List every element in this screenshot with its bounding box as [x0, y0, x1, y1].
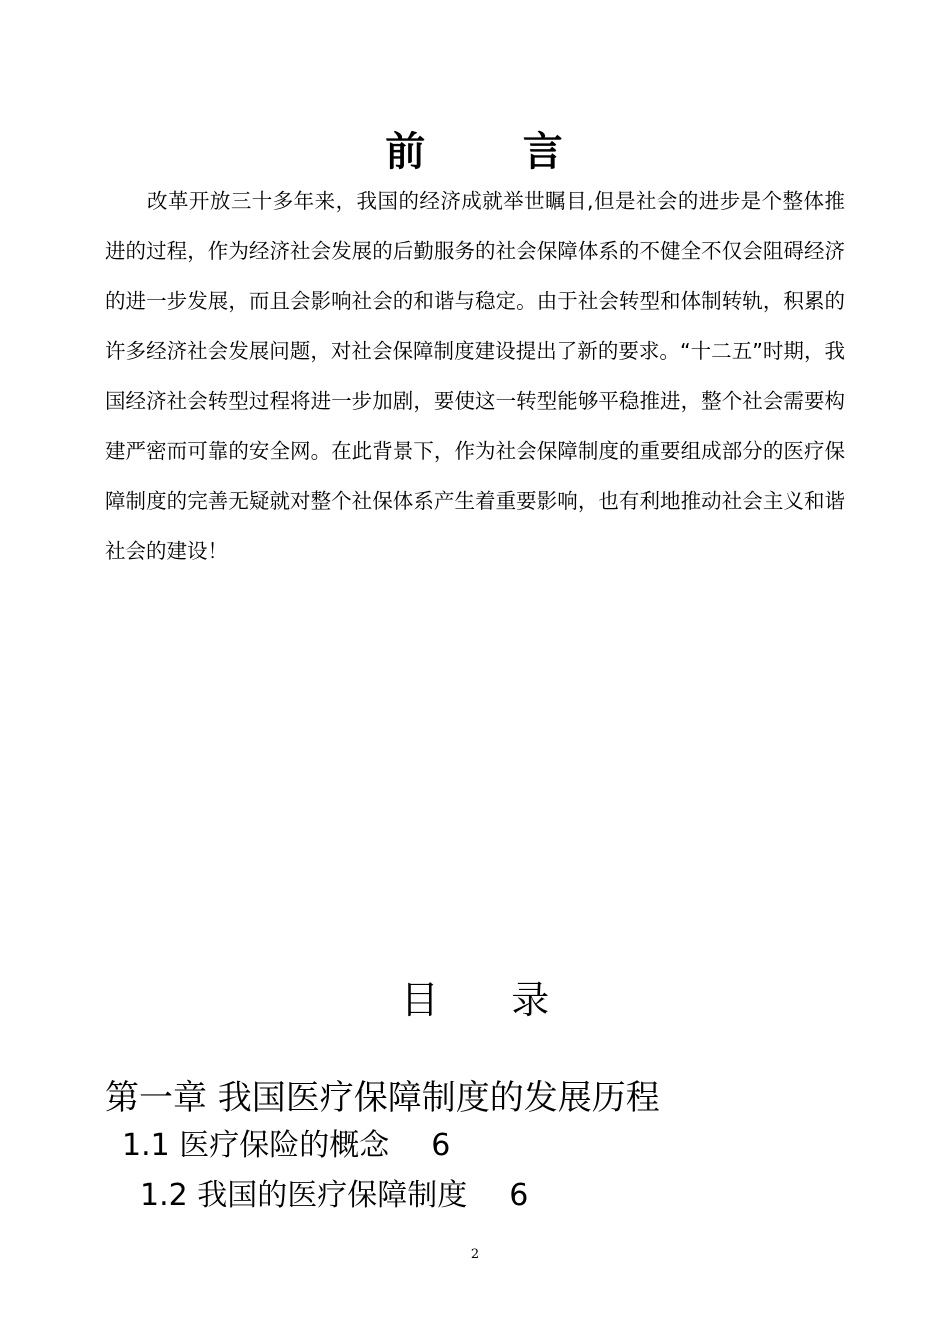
- toc-title: 目 录: [400, 978, 550, 1022]
- toc-entry-label: 1.1 医疗保险的概念: [122, 1128, 390, 1163]
- toc-chapter-1: 第一章 我国医疗保障制度的发展历程: [105, 1078, 660, 1118]
- toc-entry-1-2: [140, 1173, 528, 1219]
- preface-title: 前 言: [385, 129, 565, 175]
- preface-paragraph: 改革开放三十多年来，我国的经济成就举世瞩目,但是社会的进步是个整体推进的过程，作为经济社会发展的后勤服务的社会保障体系的不健全不仅会阻碍经济的进一步发展，而且会影响社会的和谐与稳定。由于社会转型和体制转轨，积累的许多经济社会发展问题，对社会保障制度建设提出了新的要求。“十二五”时期，我国经济社会转型过程将进一步加剧，要使这一转型能够平稳推进，整个社会需要构建严密而可靠的安全网。在此背景下，作为社会保障制度的重要组成部分的医疗保障制度的完善无疑就对整个社保体系产生着重要影响，也有利地推动社会主义和谐社会的建设！: [105, 189, 845, 563]
- toc-entry-page: 6: [509, 1178, 529, 1213]
- toc-entry-1-1: [122, 1123, 450, 1169]
- toc-entry-page: 6: [431, 1128, 451, 1163]
- toc-entry-label: 1.2 我国的医疗保障制度: [140, 1178, 468, 1213]
- page-number: 2: [470, 1247, 480, 1262]
